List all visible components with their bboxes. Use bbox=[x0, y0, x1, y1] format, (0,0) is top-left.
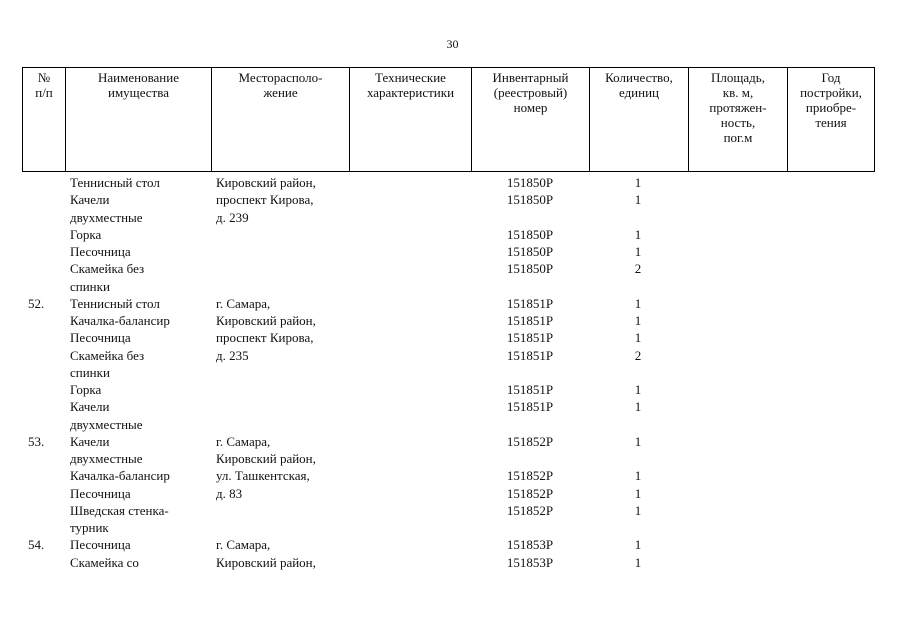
item-quantity: 1 bbox=[634, 399, 642, 415]
item-name: Качели bbox=[70, 399, 110, 415]
item-location: д. 83 bbox=[216, 485, 243, 501]
header-text: (реестровый) bbox=[493, 85, 568, 100]
item-name: Горка bbox=[70, 382, 102, 397]
item-quantity: 1 bbox=[634, 175, 642, 190]
item-location: проспект Кирова, bbox=[216, 330, 314, 346]
inventory-number: 151850Р bbox=[506, 261, 554, 277]
inventory-number: 151851Р bbox=[506, 399, 554, 415]
header-text: характеристики bbox=[366, 85, 455, 100]
row-number: 53. bbox=[28, 433, 45, 449]
item-name: двухместные bbox=[70, 209, 143, 225]
item-name: Качалка-балансир bbox=[70, 468, 170, 484]
table-row bbox=[22, 174, 875, 191]
inventory-number: 151851Р bbox=[506, 295, 554, 311]
table-row bbox=[22, 433, 875, 450]
table-row bbox=[22, 485, 875, 502]
item-quantity: 1 bbox=[634, 537, 642, 553]
inventory-number: 151852Р bbox=[506, 502, 554, 518]
inventory-number: 151851Р bbox=[506, 330, 554, 346]
header-text: постройки, bbox=[800, 85, 862, 100]
item-name: турник bbox=[70, 520, 109, 535]
table-row bbox=[22, 450, 875, 467]
item-quantity: 1 bbox=[634, 295, 642, 311]
header-col-year bbox=[787, 68, 874, 171]
table-row bbox=[22, 191, 875, 208]
item-quantity: 1 bbox=[634, 554, 642, 570]
item-quantity: 1 bbox=[634, 226, 642, 242]
item-location: проспект Кирова, bbox=[216, 192, 314, 208]
item-name: Шведская стенка- bbox=[70, 502, 169, 518]
item-name: Скамейка со bbox=[70, 554, 139, 570]
inventory-number: 151853Р bbox=[506, 554, 554, 570]
header-text: Площадь, bbox=[711, 70, 765, 85]
header-col-number bbox=[23, 68, 65, 171]
header-col-tech bbox=[349, 68, 471, 171]
item-name: Песочница bbox=[70, 485, 131, 501]
row-number: 54. bbox=[28, 537, 45, 553]
item-name: Качели bbox=[70, 192, 110, 208]
table-row bbox=[22, 502, 875, 519]
item-quantity: 1 bbox=[634, 502, 642, 518]
header-text: № bbox=[37, 70, 51, 85]
table-row bbox=[22, 554, 875, 571]
header-text: Месторасполо- bbox=[238, 70, 323, 85]
inventory-number: 151851Р bbox=[506, 313, 554, 328]
item-location: г. Самара, bbox=[216, 537, 271, 553]
header-text: жение bbox=[263, 85, 298, 100]
item-location: Кировский район, bbox=[216, 554, 316, 570]
header-text: ность, bbox=[720, 115, 756, 130]
item-name: Горка bbox=[70, 226, 102, 242]
page-number: 30 bbox=[446, 37, 459, 51]
table-header bbox=[22, 67, 875, 172]
header-text: имущества bbox=[108, 85, 169, 100]
table-row bbox=[22, 260, 875, 277]
item-name: спинки bbox=[70, 278, 110, 294]
table-row bbox=[22, 381, 875, 398]
item-location: г. Самара, bbox=[216, 433, 271, 449]
item-location: Кировский район, bbox=[216, 313, 316, 328]
header-text: пог.м bbox=[723, 130, 753, 145]
header-text: кв. м, bbox=[722, 85, 754, 100]
header-text: Год bbox=[821, 70, 841, 85]
header-col-quantity bbox=[589, 68, 688, 171]
table-row bbox=[22, 536, 875, 553]
table-row bbox=[22, 364, 875, 381]
item-quantity: 2 bbox=[634, 261, 642, 277]
table-row bbox=[22, 226, 875, 243]
header-text: Наименование bbox=[98, 70, 179, 85]
item-name: Теннисный стол bbox=[70, 295, 160, 311]
table-row bbox=[22, 243, 875, 260]
item-quantity: 1 bbox=[634, 313, 642, 328]
table-row bbox=[22, 519, 875, 536]
header-text: Инвентарный bbox=[492, 70, 569, 85]
header-col-area bbox=[688, 68, 787, 171]
item-quantity: 1 bbox=[634, 382, 642, 397]
inventory-number: 151853Р bbox=[506, 537, 554, 553]
item-location: ул. Ташкентская, bbox=[216, 468, 310, 484]
item-name: Качели bbox=[70, 433, 110, 449]
item-name: Скамейка без bbox=[70, 347, 145, 363]
table-body bbox=[22, 174, 875, 571]
table-row bbox=[22, 329, 875, 346]
inventory-number: 151852Р bbox=[506, 468, 554, 484]
table-row bbox=[22, 312, 875, 329]
header-text: Технические bbox=[375, 70, 446, 85]
inventory-number: 151850Р bbox=[506, 175, 554, 190]
item-quantity: 1 bbox=[634, 485, 642, 501]
header-text: приобре- bbox=[805, 100, 857, 115]
inventory-number: 151850Р bbox=[506, 244, 554, 259]
item-name: двухместные bbox=[70, 416, 143, 432]
table-row bbox=[22, 398, 875, 415]
header-col-name bbox=[65, 68, 211, 171]
item-quantity: 2 bbox=[634, 347, 642, 363]
item-name: Песочница bbox=[70, 244, 131, 259]
table-row bbox=[22, 209, 875, 226]
item-location: г. Самара, bbox=[216, 295, 271, 311]
item-location: Кировский район, bbox=[216, 175, 316, 190]
table-row bbox=[22, 295, 875, 312]
table-row bbox=[22, 416, 875, 433]
table-row bbox=[22, 278, 875, 295]
item-quantity: 1 bbox=[634, 468, 642, 484]
item-quantity: 1 bbox=[634, 192, 642, 208]
row-number: 52. bbox=[28, 295, 45, 311]
table-row bbox=[22, 467, 875, 484]
header-col-inventory bbox=[471, 68, 589, 171]
item-name: двухместные bbox=[70, 451, 143, 466]
item-name: Качалка-балансир bbox=[70, 313, 170, 328]
item-quantity: 1 bbox=[634, 433, 642, 449]
item-name: Теннисный стол bbox=[70, 175, 160, 190]
inventory-number: 151850Р bbox=[506, 192, 554, 208]
inventory-number: 151852Р bbox=[506, 485, 554, 501]
header-text: Количество, bbox=[605, 70, 673, 85]
inventory-number: 151851Р bbox=[506, 347, 554, 363]
table-row bbox=[22, 347, 875, 364]
header-text: тения bbox=[815, 115, 847, 130]
inventory-number: 151852Р bbox=[506, 433, 554, 449]
header-text: номер bbox=[513, 100, 548, 115]
item-name: Скамейка без bbox=[70, 261, 145, 277]
item-location: д. 235 bbox=[216, 347, 249, 363]
header-text: п/п bbox=[35, 85, 53, 100]
item-location: д. 239 bbox=[216, 209, 249, 225]
item-quantity: 1 bbox=[634, 244, 642, 259]
item-name: Песочница bbox=[70, 537, 131, 553]
item-location: Кировский район, bbox=[216, 451, 316, 466]
item-name: спинки bbox=[70, 364, 110, 380]
header-text: единиц bbox=[618, 85, 660, 100]
inventory-number: 151850Р bbox=[506, 226, 554, 242]
inventory-number: 151851Р bbox=[506, 382, 554, 397]
header-col-location bbox=[211, 68, 349, 171]
item-name: Песочница bbox=[70, 330, 131, 346]
header-text: протяжен- bbox=[709, 100, 767, 115]
item-quantity: 1 bbox=[634, 330, 642, 346]
